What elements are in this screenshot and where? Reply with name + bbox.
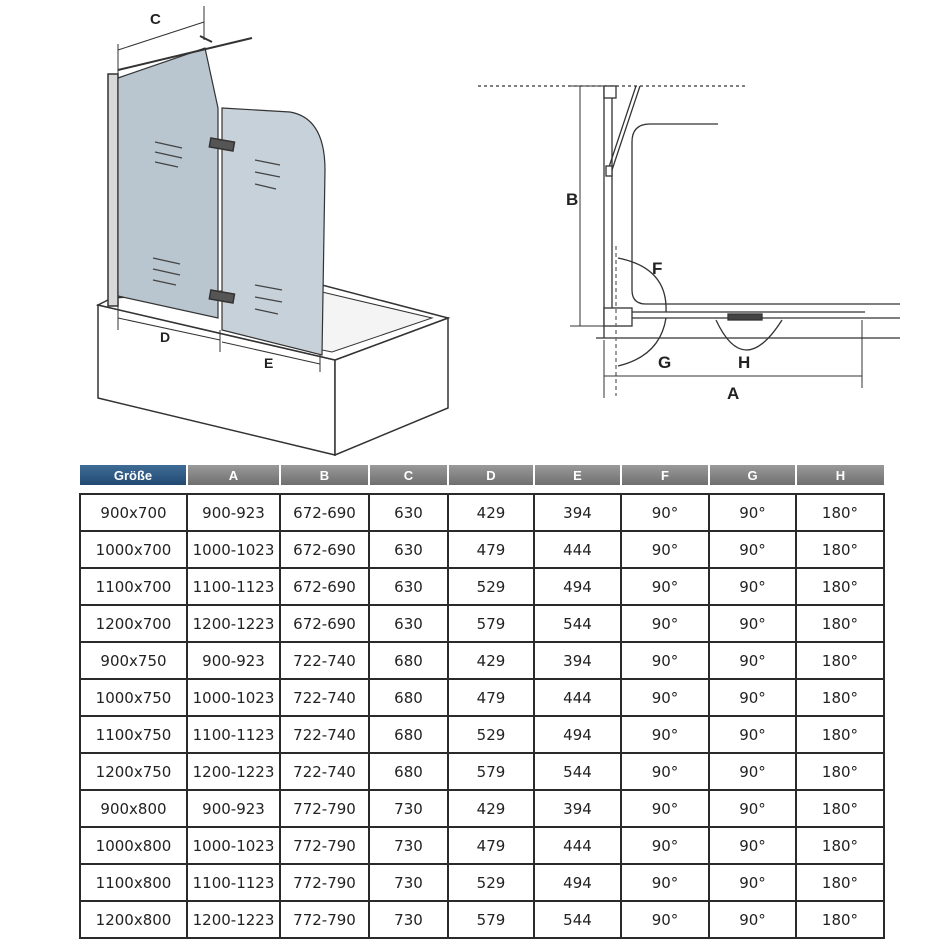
table-cell: 680 [369,642,448,679]
table-cell: 1100-1123 [187,568,280,605]
wall-bracket [604,86,616,98]
table-cell: 444 [534,679,621,716]
table-cell: 630 [369,568,448,605]
table-cell: 722-740 [280,642,369,679]
table-cell: 722-740 [280,679,369,716]
label-e: E [264,355,274,371]
table-cell-size: 1100x800 [80,864,187,901]
table-row [80,753,884,790]
table-body [80,485,884,938]
table-cell: 579 [448,605,534,642]
table-row [80,531,884,568]
header-cell-d: D [448,465,534,485]
table-cell: 722-740 [280,716,369,753]
table-cell: 90° [709,568,796,605]
table-cell: 180° [796,568,884,605]
table-cell: 90° [621,901,709,938]
label-f: F [652,259,663,278]
wall-profile [108,74,118,306]
bathtub-outline [632,124,900,304]
table-cell: 180° [796,864,884,901]
profile-bracket [604,308,632,326]
table-cell-size: 1000x700 [80,531,187,568]
table-cell: 90° [621,568,709,605]
table-cell: 90° [621,753,709,790]
table-row [80,790,884,827]
table-cell: 394 [534,642,621,679]
table-cell: 479 [448,531,534,568]
table-cell-size: 1200x700 [80,605,187,642]
table-cell: 1200-1223 [187,605,280,642]
table-cell: 180° [796,753,884,790]
table-cell: 90° [709,642,796,679]
table-cell-size: 1200x800 [80,901,187,938]
table-cell: 772-790 [280,827,369,864]
table-cell: 1000-1023 [187,679,280,716]
header-cell-c: C [369,465,448,485]
table-cell: 544 [534,605,621,642]
table-cell: 180° [796,716,884,753]
table-cell-size: 900x750 [80,642,187,679]
table-cell: 90° [709,494,796,531]
table-row [80,568,884,605]
table-cell: 529 [448,568,534,605]
table-cell: 429 [448,494,534,531]
header-cell-b: B [280,465,369,485]
table-cell-size: 1100x700 [80,568,187,605]
table-cell: 429 [448,642,534,679]
table-cell: 900-923 [187,642,280,679]
table-cell: 730 [369,901,448,938]
label-b: B [566,190,579,209]
table-cell: 90° [621,790,709,827]
table-row [80,679,884,716]
table-cell: 90° [621,531,709,568]
table-cell: 579 [448,753,534,790]
table-cell: 630 [369,605,448,642]
table-cell: 90° [709,605,796,642]
table-cell: 90° [621,494,709,531]
label-h: H [738,353,751,372]
table-cell-size: 900x700 [80,494,187,531]
table-row [80,605,884,642]
table-cell: 772-790 [280,864,369,901]
table-cell: 90° [621,642,709,679]
table-header-row [80,465,884,485]
diagram-area [0,0,940,462]
table-cell: 90° [621,679,709,716]
table-cell: 544 [534,901,621,938]
table-cell: 90° [621,716,709,753]
table-cell: 494 [534,864,621,901]
table-cell: 544 [534,753,621,790]
bathtub-screen-perspective [98,6,448,455]
label-g: G [658,353,672,372]
table-cell: 1000-1023 [187,827,280,864]
table-cell: 90° [709,864,796,901]
table-cell: 630 [369,494,448,531]
table-cell: 772-790 [280,790,369,827]
table-cell: 494 [534,716,621,753]
table-cell-size: 1200x750 [80,753,187,790]
table-cell: 180° [796,790,884,827]
header-cell-f: F [621,465,709,485]
table-row [80,827,884,864]
label-c: C [150,11,161,28]
header-cell-size: Größe [80,465,187,485]
table-cell: 772-790 [280,901,369,938]
table-cell: 394 [534,494,621,531]
table-cell: 444 [534,531,621,568]
table-row [80,642,884,679]
table-cell: 90° [621,605,709,642]
table-cell: 90° [709,531,796,568]
table-cell: 180° [796,827,884,864]
header-cell-g: G [709,465,796,485]
table-cell: 1100-1123 [187,864,280,901]
table-cell: 180° [796,679,884,716]
swing-arc-h [716,320,782,350]
table-cell-size: 1000x750 [80,679,187,716]
dimension-table [79,465,885,939]
header-cell-h: H [796,465,884,485]
table-cell-size: 1000x800 [80,827,187,864]
table-cell: 680 [369,716,448,753]
table-cell: 90° [709,901,796,938]
table-cell: 180° [796,642,884,679]
table-cell: 900-923 [187,494,280,531]
hinge-h-icon [728,314,762,320]
schematic-top-view [478,86,900,398]
table-cell: 722-740 [280,753,369,790]
table-cell: 1100-1123 [187,716,280,753]
table-cell: 90° [621,864,709,901]
table-cell-size: 900x800 [80,790,187,827]
table-row [80,901,884,938]
table-cell: 672-690 [280,605,369,642]
glass-panel-folding [222,108,325,355]
table-cell: 900-923 [187,790,280,827]
table-cell: 90° [709,679,796,716]
table-cell: 90° [709,716,796,753]
label-a: A [727,384,740,403]
table-cell: 90° [709,827,796,864]
table-cell: 494 [534,568,621,605]
table-cell: 479 [448,827,534,864]
header-cell-e: E [534,465,621,485]
table-cell: 730 [369,864,448,901]
table-cell: 672-690 [280,568,369,605]
table-cell: 90° [709,753,796,790]
table-row [80,494,884,531]
table-cell: 730 [369,790,448,827]
table-cell: 444 [534,827,621,864]
table-cell: 479 [448,679,534,716]
table-cell: 90° [621,827,709,864]
table-cell: 672-690 [280,531,369,568]
table-cell: 730 [369,827,448,864]
label-d: D [160,329,171,345]
table-cell: 1000-1023 [187,531,280,568]
table-cell: 394 [534,790,621,827]
table-cell: 429 [448,790,534,827]
table-cell: 529 [448,864,534,901]
table-cell-size: 1100x750 [80,716,187,753]
table-row [80,716,884,753]
glass-panel-fixed [118,48,218,318]
table-row [80,864,884,901]
table-cell: 672-690 [280,494,369,531]
table-cell: 180° [796,531,884,568]
header-cell-a: A [187,465,280,485]
table-cell: 630 [369,531,448,568]
table-cell: 180° [796,605,884,642]
table-cell: 180° [796,494,884,531]
table-cell: 680 [369,679,448,716]
table-cell: 180° [796,901,884,938]
table-cell: 1200-1223 [187,901,280,938]
dim-c-line [118,22,204,50]
table-cell: 90° [709,790,796,827]
table-cell: 529 [448,716,534,753]
table-cell: 579 [448,901,534,938]
table-cell: 1200-1223 [187,753,280,790]
table-cell: 680 [369,753,448,790]
